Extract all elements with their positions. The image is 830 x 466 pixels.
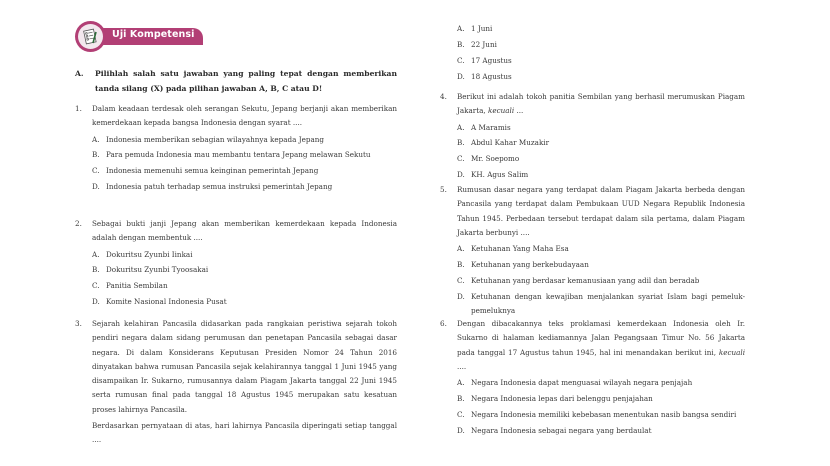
checklist-clipboard-icon: [82, 28, 100, 46]
option-a[interactable]: A. Indonesia memberikan sebagian wilayahnya kepada Jepang: [92, 134, 324, 144]
option-b[interactable]: B. Abdul Kahar Muzakir: [457, 138, 550, 148]
option-a[interactable]: A. Ketuhanan Yang Maha Esa: [457, 244, 569, 254]
option-a[interactable]: A. Negara Indonesia dapat menguasai wilayah negara penjajah: [457, 378, 693, 388]
options-list: [457, 121, 745, 183]
question-number: 5.: [440, 185, 447, 194]
option-d[interactable]: D. Negara Indonesia sebagai negara yang berdaulat: [457, 425, 652, 435]
option-d[interactable]: D. Ketuhanan dengan kewajiban menjalankan syariat Islam bagi pemeluk-pemeluknya: [457, 291, 745, 316]
option-c[interactable]: C. Ketuhanan yang berdasar kemanusiaan yang adil dan beradab: [457, 275, 700, 285]
option-c[interactable]: C. Indonesia memenuhi semua keinginan pemerintah Jepang: [92, 166, 319, 176]
question-4: [440, 90, 745, 183]
question-6: [440, 317, 745, 438]
option-b[interactable]: B. Ketuhanan yang berkebudayaan: [457, 260, 589, 270]
option-d[interactable]: D. 18 Agustus: [457, 71, 512, 81]
question-3-options: [457, 22, 745, 84]
option-b[interactable]: B. 22 Juni: [457, 39, 497, 49]
option-c[interactable]: C. Negara Indonesia memiliki kebebasan menentukan nasib bangsa sendiri: [457, 409, 737, 419]
option-b[interactable]: B. Para pemuda Indonesia mau membantu tentara Jepang melawan Sekutu: [92, 150, 371, 160]
question-prompt: Berdasarkan pernyataan di atas, hari lahirnya Pancasila diperingati setiap tanggal ....: [92, 421, 397, 445]
question-number: 3.: [75, 319, 82, 328]
question-text: Sejarah kelahiran Pancasila didasarkan pada rangkaian peristiwa sejarah tokoh pendiri negara dalam sidang perumusan dan penetapan Pancasila sebagai dasar negara. Di dalam Konsiderans Keputusan Presiden Nomor 24 Tahun 2016 dinyatakan bahwa rumusan Pancasila sejak kelahirannya tanggal 1 Juni 1945 yang disampaikan Ir. Sukarno, rumusannya dalam Piagam Jakarta tanggal 22 Juni 1945 serta rumusan final pada tanggal 18 Agustus 1945 merupakan satu kesatuan proses lahirnya Pancasila.: [92, 319, 397, 414]
option-a[interactable]: A. A Maramis: [457, 122, 511, 132]
question-number: 4.: [440, 92, 447, 101]
badge-label: Uji Kompetensi: [112, 29, 195, 40]
options-list: [457, 376, 745, 438]
option-c[interactable]: C. Mr. Soepomo: [457, 154, 520, 164]
question-5: [440, 183, 745, 318]
question-text: Berikut ini adalah tokoh panitia Sembilan yang berhasil merumuskan Piagam Jakarta, kecuali ...: [457, 92, 745, 116]
options-list: [457, 242, 745, 318]
question-text: Rumusan dasar negara yang terdapat dalam Piagam Jakarta berbeda dengan Pancasila yang terdapat dalam Pembukaan UUD Negara Republik Indonesia Tahun 1945. Perbedaan tersebut terdapat dalam sila pertama, dalam Piagam Jakarta berbunyi ....: [457, 185, 745, 237]
question-1: [75, 102, 397, 195]
section-letter: A.: [75, 69, 84, 78]
question-number: 6.: [440, 319, 447, 328]
options-list: [92, 133, 397, 195]
question-2: [75, 217, 397, 310]
question-text: Sebagai bukti janji Jepang akan memberikan kemerdekaan kepada Indonesia adalah dengan membentuk ....: [92, 219, 397, 243]
option-c[interactable]: C. Panitia Sembilan: [92, 281, 168, 291]
section-instruction: [75, 66, 397, 96]
option-d[interactable]: D. Komite Nasional Indonesia Pusat: [92, 297, 227, 307]
option-c[interactable]: C. 17 Agustus: [457, 55, 512, 65]
question-text: Dengan dibacakannya teks proklamasi kemerdekaan Indonesia oleh Ir. Sukarno di halaman kediamannya Jalan Pegangsaan Timur No. 56 Jakarta pada tanggal 17 Agustus tahun 1945, hal ini menandakan berikut ini, kecuali ....: [457, 319, 745, 371]
option-b[interactable]: B. Dokuritsu Zyunbi Tyoosakai: [92, 265, 209, 275]
question-3: [75, 317, 397, 448]
options-list: [457, 22, 745, 84]
question-number: 1.: [75, 104, 82, 113]
option-d[interactable]: D. KH. Agus Salim: [457, 170, 529, 180]
options-list: [92, 248, 397, 310]
question-text: Dalam keadaan terdesak oleh serangan Sekutu, Jepang berjanji akan memberikan kemerdekaan kepada bangsa Indonesia dengan syarat ....: [92, 104, 397, 128]
badge-circle: [75, 21, 106, 52]
option-b[interactable]: B. Negara Indonesia lepas dari belenggu penjajahan: [457, 394, 653, 404]
option-d[interactable]: D. Indonesia patuh terhadap semua instruksi pemerintah Jepang: [92, 182, 333, 192]
option-a[interactable]: A. 1 Juni: [457, 24, 493, 33]
option-a[interactable]: A. Dokuritsu Zyunbi Iinkai: [92, 249, 193, 259]
section-text: Pilihlah salah satu jawaban yang paling tepat dengan memberikan tanda silang (X) pada pilihan jawaban A, B, C atau D!: [95, 69, 397, 93]
question-number: 2.: [75, 219, 82, 228]
